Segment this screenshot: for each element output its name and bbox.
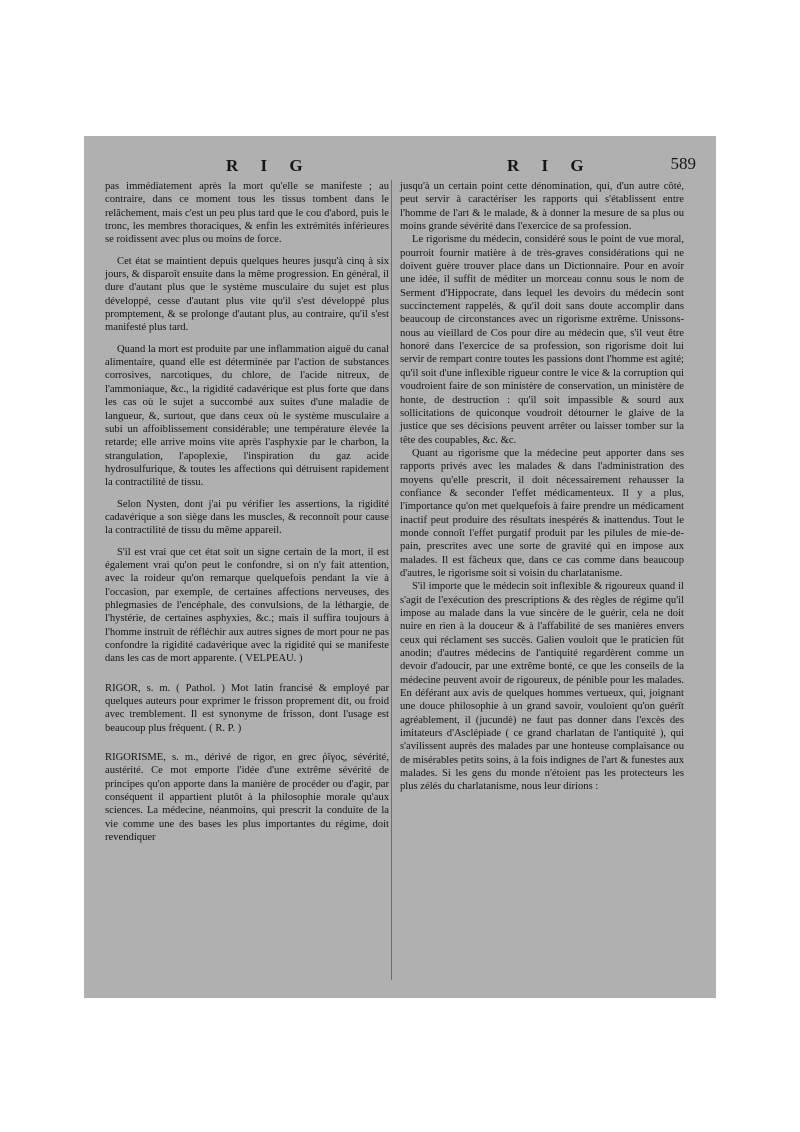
paragraph: jusqu'à un certain point cette dénomination, qui, d'un autre côté, peut servir à caractériser les rapports qui s'établissent entre l'homme de l'art & le malade, & à donner la mesure de sa plus ou moins grande sévérité dans l'exercice de sa profession. <box>400 181 684 233</box>
paragraph: S'il importe que le médecin soit inflexible & rigoureux quand il s'agit de l'exécution des prescriptions & des règles de régime qu'il impose au malade dans la vue sincère de le guérir, cela ne doit nuire en rien à la douceur & à l'affabilité de ses manières envers ceux qui réclament ses succès. Galien vouloit que le praticien fût anodin; d'autres médecins de l'antiquité regardèrent comme un devoir d'adoucir, par une extrême bonté, ce que les conseils de la médecine peuvent avoir de rigoureux, de pénible pour les malades. En déférant aux avis de quelques hommes vertueux, qui, joignant une douce philosophie à un grand savoir, vouloient qu'on guérît agréablement, il (jucundè) ne faut pas donner dans l'excès des imitateurs d'Asclépiade ( ce grand charlatan de l'antiquité ), qui s'avilissent auprès des malades par une honteuse complaisance ou de misérables petits soins, à la fois indignes de l'art & funestes aux malades. Si les gens du monde n'étoient pas les protecteurs les plus zélés du charlatanisme, nous leur dirions : <box>400 581 684 793</box>
column-divider <box>391 180 392 980</box>
running-head-left: R I G <box>226 156 312 175</box>
paragraph: Cet état se maintient depuis quelques heures jusqu'à cinq à six jours, & disparoît ensuite dans la même progression. En général, il dure d'autant plus que le système musculaire du sujet est plus développé, cesse d'autant plus vite qu'il s'est développé plus promptement, & se prolonge d'autant plus, au contraire, qu'il s'est manifesté plus tard. <box>105 255 389 334</box>
left-column <box>105 180 389 844</box>
paragraph: Quand la mort est produite par une inflammation aiguë du canal alimentaire, quand elle est déterminée par l'action de substances corrosives, narcotiques, du chlore, de l'acide nitreux, de l'ammoniaque, &c., la rigidité cadavérique est plus forte que dans les cas où le sujet a succombé aux suites d'une maladie de langueur, &, surtout, que dans ceux où le système musculaire a subi un affoiblissement considérable; une température élevée la retarde; elle arrive moins vite après l'asphyxie par le charbon, la strangulation, l'apoplexie, l'inspiration du gaz acide hydrosulfurique, & toutes les affections qui détruisent rapidement la contractilité de tissu. <box>105 343 389 489</box>
right-column <box>400 180 684 794</box>
dictionary-entry-rigorisme: RIGORISME, s. m., dérivé de rigor, en grec ῥῖγος, sévérité, austérité. Ce mot emporte l'idée d'une extrême sévérité de principes qu'on apporte dans la manière de procéder ou d'agir, par conséquent il appartient plutôt à la philosophie morale qu'aux sciences. La médecine, néanmoins, qui prescrit la conduite de la vie comme une des bases les plus importantes du régime, doit revendiquer <box>105 752 389 844</box>
paragraph: Le rigorisme du médecin, considéré sous le point de vue moral, pourroit fournir matière à de très-graves considérations qui ne doivent guère trouver place dans un Dictionnaire. Pour en avoir une idée, il suffit de méditer un morceau connu sous le nom de Serment d'Hippocrate, dans lequel les devoirs du médecin sont succinctement rappelés, & qu'il doit sans doute accomplir dans beaucoup de circonstances avec un rigorisme extrême. Unissons-nous au vieillard de Cos pour dire au médecin que, s'il veut être honoré dans l'exercice de sa profession, son rigorisme doit lui servir de rempart contre toutes les passions dont l'homme est agité; qu'il soit d'une inflexible rigueur contre le vice & la corruption qui voudroient faire de son ministère de conservation, un ministère de honte, de destruction : qu'il soit impassible & sourd aux sollicitations de quiconque voudroit détourner le glaive de la justice que ses décisions peuvent arrêter ou laisser tomber sur la tête des coupables, &c. &c. <box>400 234 684 446</box>
page-number: 589 <box>670 154 696 173</box>
running-head-right: R I G <box>507 156 593 175</box>
paragraph: Quant au rigorisme que la médecine peut apporter dans ses rapports privés avec les malades & dans l'administration des moyens qu'elle prescrit, il doit nécessairement rehausser la confiance & seconder l'effet médicamenteux. Il y a plus, l'importance qu'on met quelquefois à faire prendre un médicament inactif peut produire des résultats inespérés & inattendus. Tout le monde connoît l'effet purgatif produit par les pilules de mie-de-pain, prescrites avec une sorte de gravité qui en impose aux malades. Il est fâcheux que, dans ce cas comme dans beaucoup d'autres, le rigorisme soit si voisin du charlatanisme. <box>400 447 684 579</box>
paragraph: S'il est vrai que cet état soit un signe certain de la mort, il est également vrai qu'on peut le confondre, si on n'y fait attention, avec la roideur qu'on remarque quelquefois pendant la vie à l'occasion, par exemple, de certaines affections nerveuses, des phlegmasies de l'encéphale, des convulsions, de la léthargie, de l'hystérie, de certaines asphyxies, &c.; mais il suffira toujours à l'homme instruit de réfléchir aux autres signes de mort pour ne pas confondre la rigidité cadavérique avec la rigidité qui se manifeste dans les cas de mort apparente. ( VELPEAU. ) <box>105 546 389 665</box>
dictionary-entry-rigor: RIGOR, s. m. ( Pathol. ) Mot latin francisé & employé par quelques auteurs pour exprimer le frisson proprement dit, ou froid avec tremblement. Il est synonyme de frisson, dont l'usage est beaucoup plus fréquent. ( R. P. ) <box>105 682 389 734</box>
paragraph: Selon Nysten, dont j'ai pu vérifier les assertions, la rigidité cadavérique a son siège dans les muscles, & reconnoît pour cause la contractilité de tissu du même appareil. <box>105 498 389 537</box>
scanned-page <box>84 136 716 998</box>
paragraph: pas immédiatement après la mort qu'elle se manifeste ; au contraire, dans ce moment tous les tissus tombent dans le relâchement, mais c'est un peu plus tard que le cou d'abord, puis le tronc, les membres thoraciques, & enfin les extrémités inférieures se roidissent avec plus ou moins de force. <box>105 181 389 246</box>
